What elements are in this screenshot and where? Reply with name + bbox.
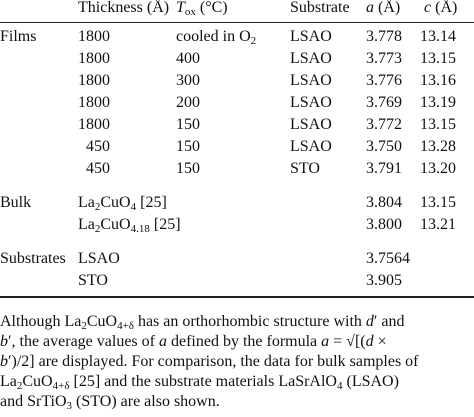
cell-thickness: 1800 — [78, 50, 110, 67]
cell-sample: $La_2CuO_4$ [25] — [78, 194, 167, 213]
cell-c: 13.28 — [420, 138, 456, 155]
cell-tox: 150 — [176, 138, 200, 155]
cell-a: 3.773 — [366, 50, 402, 67]
cell-substrate: LSAO — [290, 138, 332, 155]
cell-c: 13.19 — [420, 94, 456, 111]
cell-a: 3.776 — [366, 72, 402, 89]
cell-tox: 150 — [176, 116, 200, 133]
cell-c: 13.14 — [420, 28, 456, 45]
cell-tox: 300 — [176, 72, 200, 89]
cell-a: 3.791 — [366, 160, 402, 177]
cell-sample: STO — [78, 272, 108, 289]
cell-substrate: STO — [290, 160, 320, 177]
header-rule — [0, 22, 474, 23]
cell-thickness: 1800 — [78, 28, 110, 45]
cell-substrate: LSAO — [290, 94, 332, 111]
col-header-c: c (Å) — [424, 0, 458, 16]
cell-thickness: 1800 — [78, 116, 110, 133]
cell-a: 3.772 — [366, 116, 402, 133]
cell-thickness: 1800 — [78, 72, 110, 89]
cell-sample: $La_2CuO_{4.18}$ [25] — [78, 216, 181, 235]
section-label-films: Films — [0, 28, 37, 45]
cell-sample: LSAO — [78, 250, 120, 267]
col-header-tox: $T_{ox}$ (°C) — [176, 0, 228, 18]
cell-tox: 200 — [176, 94, 200, 111]
cell-thickness: 1800 — [78, 94, 110, 111]
cell-a: 3.804 — [366, 194, 402, 211]
cell-substrate: LSAO — [290, 28, 332, 45]
cell-a: 3.905 — [366, 272, 402, 289]
cell-thickness: 450 — [86, 138, 110, 155]
cell-a: 3.7564 — [366, 250, 410, 267]
section-label-bulk: Bulk — [0, 194, 32, 211]
col-header-thickness: Thickness (Å) — [78, 0, 170, 16]
cell-tox: 150 — [176, 160, 200, 177]
col-header-substrate: Substrate — [290, 0, 350, 16]
table-caption: Although $La_2CuO_{4+\delta}$ has an orthorhombic structure with d′ and b′, the average values of a defined by the formula a = √[(d × b′)/2] are displayed. For comparison, the data for bulk samples of $La_2CuO_{4+\delta}$ [25] and the substrate materials LaSrAlO$_4$ (LSAO) and SrTiO$_3$ (STO) are also shown. — [0, 313, 419, 412]
cell-a: 3.800 — [366, 216, 402, 233]
cell-c: 13.21 — [420, 216, 456, 233]
col-header-a: a (Å) — [366, 0, 401, 16]
cell-a: 3.750 — [366, 138, 402, 155]
cell-substrate: LSAO — [290, 50, 332, 67]
section-label-substrates: Substrates — [0, 250, 66, 267]
bottom-rule — [0, 296, 474, 298]
cell-substrate: LSAO — [290, 72, 332, 89]
cell-c: 13.20 — [420, 160, 456, 177]
cell-tox: cooled in $O_2$ — [176, 28, 257, 47]
cell-tox: 400 — [176, 50, 200, 67]
cell-a: 3.778 — [366, 28, 402, 45]
cell-a: 3.769 — [366, 94, 402, 111]
cell-substrate: LSAO — [290, 116, 332, 133]
cell-c: 13.16 — [420, 72, 456, 89]
cell-c: 13.15 — [420, 194, 456, 211]
cell-c: 13.15 — [420, 116, 456, 133]
cell-thickness: 450 — [86, 160, 110, 177]
cell-c: 13.15 — [420, 50, 456, 67]
